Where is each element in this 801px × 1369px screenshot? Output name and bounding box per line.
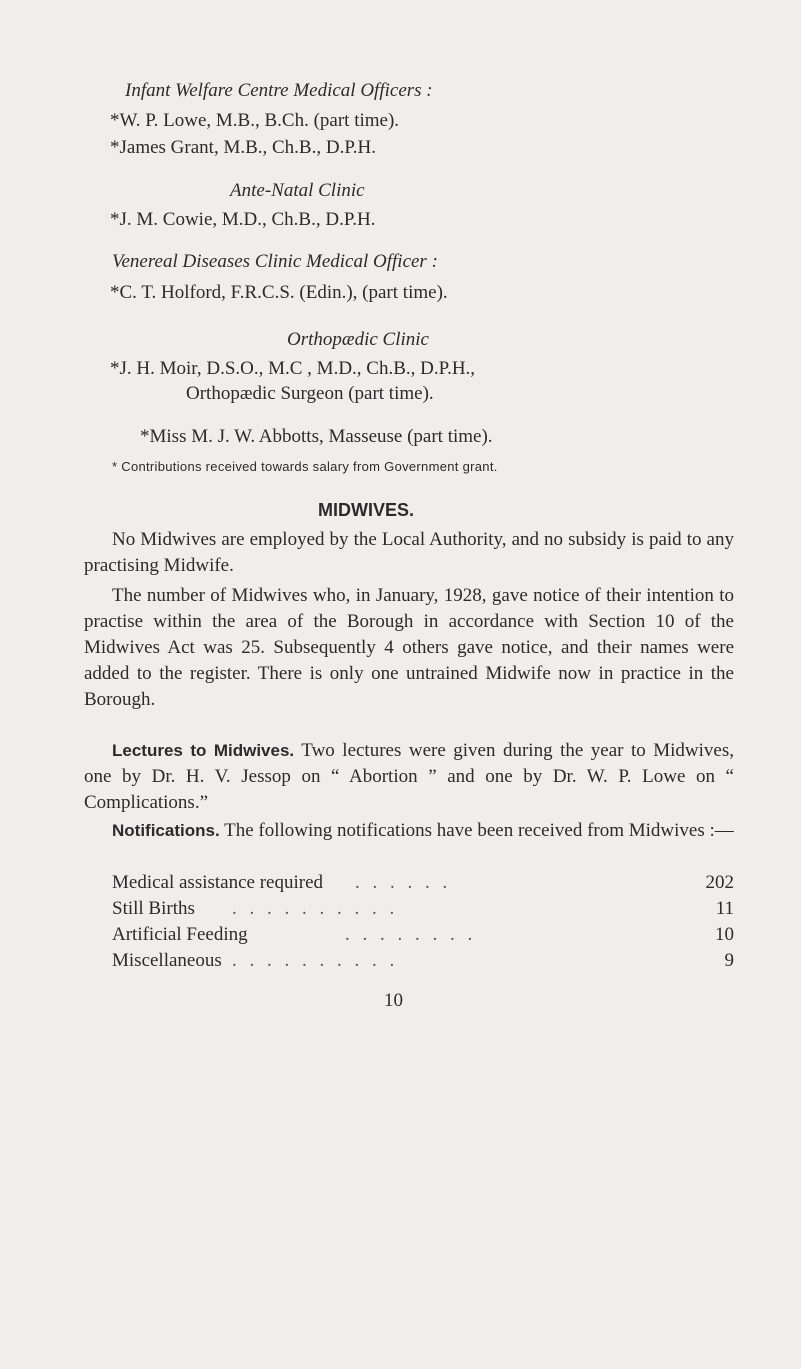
row-label: Still Births	[112, 898, 195, 919]
row-label: Medical assistance required	[112, 872, 324, 893]
officer-abbotts: *Miss M. J. W. Abbotts, Masseuse (part time).	[140, 426, 493, 447]
row-value: 11	[715, 898, 734, 919]
midwives-paragraph-2: The number of Midwives who, in January, 1928, gave notice of their intention to practise within the area of the Borough in accordance with Section 10 of the Midwives Act was 25. Subsequently 4 others gave notice, and their names were added to the register. There is only one untrained Midwife now in practice in the Borough.	[84, 585, 734, 710]
row-label: Artificial Feeding	[112, 924, 248, 945]
lectures-heading: Lectures to Midwives.	[112, 741, 295, 760]
footnote: * Contributions received towards salary from Government grant.	[112, 459, 498, 474]
notifications-text: The following notifications have been received from Midwives :—	[224, 820, 734, 841]
row-leader: . . . . . . . . . .	[232, 898, 399, 919]
row-label: Miscellaneous	[112, 950, 222, 971]
row-value: 9	[724, 950, 734, 971]
officer-moir: *J. H. Moir, D.S.O., M.C , M.D., Ch.B., D.P.H.,	[110, 358, 476, 379]
antenatal-heading: Ante-Natal Clinic	[230, 180, 365, 201]
row-value: 202	[705, 872, 734, 893]
notifications-heading: Notifications.	[112, 821, 220, 840]
midwives-heading: MIDWIVES.	[318, 500, 415, 520]
row-leader: . . . . . . . .	[345, 924, 477, 945]
lectures-paragraph	[84, 738, 734, 816]
officer-moir-role: Orthopædic Surgeon (part time).	[186, 383, 434, 404]
lectures-text: Two lectures were given during the year to Midwives, one by Dr. H. V. Jessop on “ Abortion ” and one by Dr. W. P. Lowe on “ Complications.”	[84, 740, 734, 813]
orthopaedic-heading: Orthopædic Clinic	[287, 329, 429, 350]
officer-lowe: *W. P. Lowe, M.B., B.Ch. (part time).	[110, 110, 400, 131]
officer-grant: *James Grant, M.B., Ch.B., D.P.H.	[110, 137, 377, 158]
row-leader: . . . . . .	[355, 872, 452, 893]
venereal-heading: Venereal Diseases Clinic Medical Officer :	[112, 251, 438, 272]
row-value: 10	[715, 924, 734, 945]
row-leader: . . . . . . . . . .	[232, 950, 399, 971]
officer-cowie: *J. M. Cowie, M.D., Ch.B., D.P.H.	[110, 209, 376, 230]
page-number: 10	[384, 990, 403, 1011]
officer-holford: *C. T. Holford, F.R.C.S. (Edin.), (part time).	[110, 282, 448, 303]
infant-welfare-heading: Infant Welfare Centre Medical Officers :	[125, 80, 433, 101]
notifications-paragraph	[84, 818, 734, 844]
midwives-paragraph-1: No Midwives are employed by the Local Authority, and no subsidy is paid to any practising Midwife.	[84, 529, 734, 576]
